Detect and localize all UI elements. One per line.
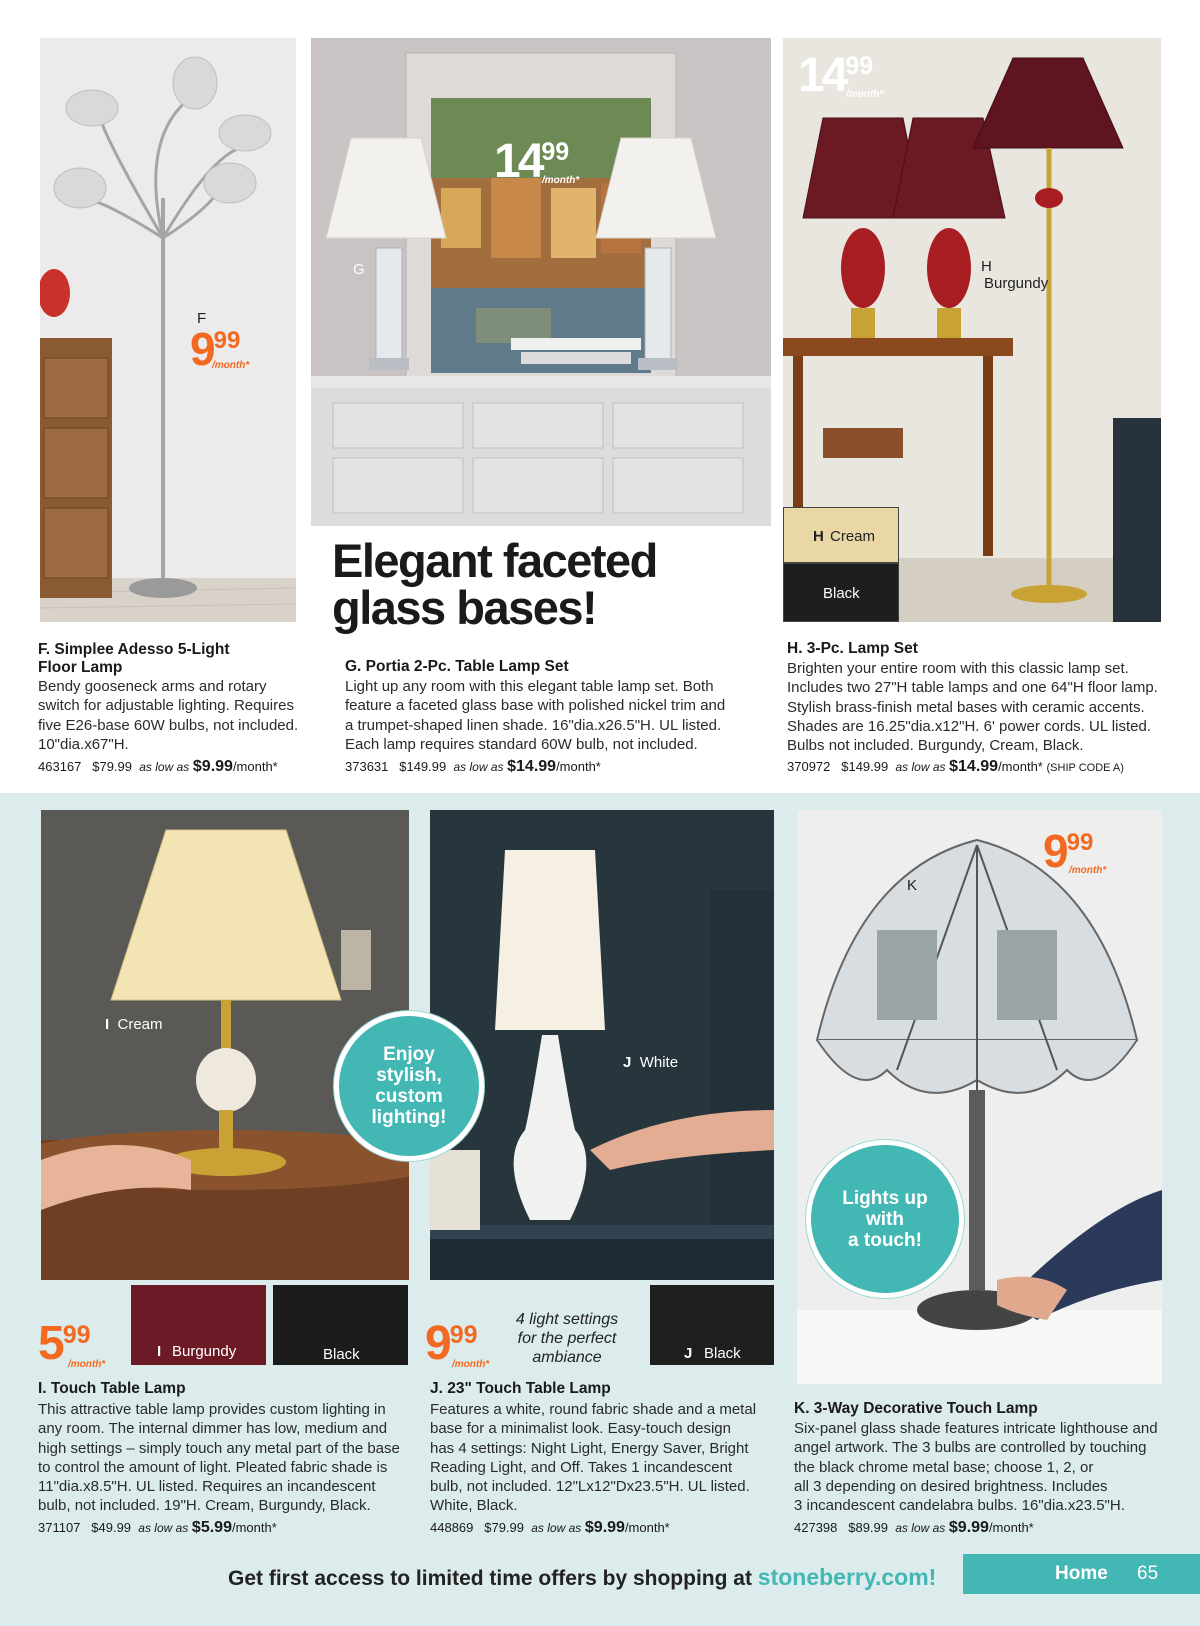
- price-dollars: 9: [425, 1317, 450, 1370]
- badge-line: a touch!: [848, 1229, 922, 1251]
- product-h-description: [787, 659, 1187, 755]
- monthly-price: $9.99: [948, 1519, 989, 1536]
- title-line: F. Simplee Adesso 5-Light: [38, 641, 230, 658]
- list-price: $89.99: [848, 1520, 888, 1535]
- desc-line: the black chrome metal base; choose 1, 2, or: [794, 1458, 1094, 1476]
- title-line: Floor Lamp: [38, 659, 123, 676]
- price-dollars: 14: [494, 135, 542, 188]
- item-number: 370972: [787, 759, 831, 774]
- product-j-photo-label: [623, 1054, 678, 1071]
- monthly-price: $9.99: [192, 758, 233, 775]
- desc-line: 10"dia.x67"H.: [38, 735, 129, 753]
- headline-line-1: Elegant faceted: [332, 534, 657, 587]
- product-j-price-line: [430, 1519, 670, 1537]
- desc-line: Shades are 16.25"dia.x12"H. 6' power cords. UL listed.: [787, 717, 1151, 735]
- footer-bang: !: [928, 1564, 937, 1590]
- per-month: /month*: [231, 1520, 277, 1535]
- headline-line-2: glass bases!: [332, 581, 597, 634]
- footer-site-link[interactable]: stoneberry.com: [757, 1564, 929, 1590]
- as-low-as: as low as: [138, 1521, 189, 1535]
- price-cents: 99: [1066, 829, 1094, 856]
- product-i-description: [38, 1400, 418, 1516]
- product-k-price-badge: [1043, 825, 1123, 877]
- monthly-price: $14.99: [507, 758, 557, 775]
- footer-text: Get first access to limited time offers by shopping at: [228, 1567, 752, 1590]
- product-f-price-line: [38, 758, 278, 776]
- desc-line: Light up any room with this elegant table lamp set. Both: [345, 678, 714, 695]
- desc-line: five E26-base 60W bulbs, not included.: [38, 716, 299, 734]
- swatch-label: Cream: [830, 528, 876, 545]
- swatch-letter: H: [813, 528, 824, 545]
- swatch-i-black: [273, 1285, 408, 1365]
- product-g-title: [345, 658, 569, 676]
- list-price: $79.99: [92, 759, 132, 774]
- badge-line: lighting!: [371, 1107, 447, 1128]
- item-number: 448869: [430, 1520, 474, 1535]
- desc-line: White, Black.: [430, 1497, 518, 1515]
- list-price: $49.99: [91, 1520, 132, 1535]
- ship-code: (SHIP CODE A): [1046, 762, 1124, 774]
- product-k-price-line: [794, 1519, 1034, 1537]
- note-line: ambiance: [532, 1349, 602, 1366]
- desc-line: has 4 settings: Night Light, Energy Saver, Bright: [430, 1439, 749, 1457]
- desc-line: switch for adjustable lighting. Requires: [38, 697, 294, 715]
- per-month: /month*: [988, 1520, 1034, 1535]
- list-price: $79.99: [484, 1520, 524, 1535]
- j-touch-lamp-image: [430, 810, 774, 1280]
- title-line: H. 3-Pc. Lamp Set: [787, 640, 918, 657]
- price-dollars: 5: [38, 1317, 63, 1370]
- product-i-photo-label: [105, 1016, 163, 1033]
- desc-line: 11"dia.x8.5"H. UL listed. Requires an incandescent: [38, 1478, 376, 1496]
- product-j-description: [430, 1400, 790, 1516]
- section-tab: [963, 1554, 1200, 1594]
- product-h-letter: H: [981, 258, 992, 275]
- swatch-letter: J: [684, 1345, 693, 1362]
- desc-line: all 3 depending on desired brightness. Includes: [794, 1477, 1108, 1495]
- product-i-price-badge: [38, 1317, 118, 1374]
- label-letter: J: [623, 1054, 632, 1071]
- note-line: for the perfect: [517, 1330, 617, 1347]
- desc-line: Brighten your entire room with this classic lamp set.: [787, 660, 1129, 677]
- price-dollars: 9: [1043, 825, 1067, 877]
- desc-line: bulb, not included. 19"H. Cream, Burgundy, Black.: [38, 1497, 371, 1515]
- price-per-month: /month*: [1069, 865, 1107, 876]
- swatch-h-black: [783, 563, 899, 622]
- price-per-month: /month*: [212, 360, 250, 371]
- product-f-title: [38, 641, 298, 677]
- product-j-title: [430, 1380, 611, 1398]
- product-g-price-line: [345, 758, 601, 776]
- product-g-letter: G: [353, 261, 365, 278]
- product-k-title: [794, 1400, 1038, 1418]
- note-line: 4 light settings: [515, 1311, 619, 1328]
- as-low-as: as low as: [139, 760, 190, 774]
- product-f-price-badge: [190, 323, 270, 375]
- desc-line: angel artwork. The 3 bulbs are controlled by touching: [794, 1439, 1147, 1457]
- product-j-feature-note: [502, 1310, 632, 1367]
- price-dollars: 9: [190, 323, 214, 375]
- product-h-title: [787, 640, 918, 658]
- monthly-price: $14.99: [949, 758, 999, 775]
- item-number: 427398: [794, 1520, 838, 1535]
- page-number: 65: [1137, 1563, 1159, 1584]
- monthly-price: $5.99: [191, 1519, 232, 1536]
- desc-line: a trumpet-shaped linen shade. 16"dia.x26.5"H. UL listed.: [345, 716, 722, 734]
- product-f-description: [38, 677, 318, 754]
- desc-line: high settings – simply touch any metal part of the base: [38, 1439, 400, 1457]
- swatch-i-burgundy: [131, 1285, 266, 1365]
- product-h-price-badge: [798, 49, 898, 106]
- title-line: J. 23" Touch Table Lamp: [430, 1380, 611, 1397]
- product-g-description: [345, 677, 765, 754]
- as-low-as: as low as: [895, 760, 946, 774]
- list-price: $149.99: [399, 759, 447, 774]
- desc-line: 3 incandescent candelabra bulbs. 16"dia.x23.5"H.: [794, 1497, 1125, 1515]
- desc-line: Reading Light, and Off. Takes 1 incandescent: [430, 1458, 733, 1476]
- section-label: Home: [1055, 1563, 1108, 1584]
- swatch-label: Black: [704, 1345, 741, 1362]
- list-price: $149.99: [841, 759, 889, 774]
- table-lamp-set-image: [311, 38, 771, 526]
- as-low-as: as low as: [895, 1521, 946, 1535]
- price-per-month: /month*: [68, 1359, 106, 1370]
- enjoy-badge: [334, 1011, 484, 1161]
- swatch-label: Burgundy: [172, 1343, 237, 1360]
- as-low-as: as low as: [531, 1521, 582, 1535]
- desc-line: any room. The internal dimmer has low, medium and: [38, 1420, 388, 1438]
- price-dollars: 14: [798, 49, 846, 102]
- as-low-as: as low as: [453, 760, 504, 774]
- desc-line: Bendy gooseneck arms and rotary: [38, 678, 267, 695]
- swatch-h-cream: [783, 507, 899, 563]
- swatch-label: Black: [323, 1346, 360, 1363]
- badge-line: stylish,: [376, 1065, 442, 1086]
- desc-line: This attractive table lamp provides custom lighting in: [38, 1401, 386, 1418]
- badge-line: Enjoy: [383, 1044, 435, 1065]
- per-month: /month*: [556, 759, 601, 774]
- badge-line: custom: [375, 1086, 443, 1107]
- price-cents: 99: [62, 1321, 91, 1349]
- product-g-photo: [311, 38, 771, 526]
- swatch-label: Black: [823, 585, 860, 602]
- price-per-month: /month*: [452, 1359, 490, 1370]
- product-g-price-badge: [494, 135, 594, 192]
- product-j-photo: [430, 810, 774, 1280]
- badge-line: Lights up: [842, 1187, 928, 1209]
- monthly-price: $9.99: [584, 1519, 625, 1536]
- product-i-price-line: [38, 1519, 277, 1537]
- desc-line: feature a faceted glass base with polished nickel trim and: [345, 697, 726, 715]
- product-f-letter: F: [197, 310, 207, 327]
- product-h-price-line: [787, 758, 1124, 776]
- title-line: I. Touch Table Lamp: [38, 1380, 186, 1397]
- per-month: /month*: [624, 1520, 670, 1535]
- swatch-letter: I: [157, 1343, 162, 1360]
- product-h-color-label: Burgundy: [984, 275, 1049, 292]
- desc-line: Stylish brass-finish metal bases with ceramic accents.: [787, 698, 1145, 716]
- price-cents: 99: [541, 138, 570, 166]
- label-text: White: [639, 1054, 679, 1071]
- product-k-letter: K: [907, 877, 918, 894]
- label-letter: I: [105, 1016, 110, 1033]
- per-month: /month*: [998, 759, 1043, 774]
- per-month: /month*: [232, 759, 278, 774]
- product-k-description: [794, 1419, 1184, 1515]
- title-line: K. 3-Way Decorative Touch Lamp: [794, 1400, 1038, 1417]
- item-number: 371107: [38, 1520, 81, 1535]
- item-number: 463167: [38, 759, 82, 774]
- footer-promo: [228, 1564, 936, 1591]
- product-j-price-badge: [425, 1317, 505, 1374]
- desc-line: bulb, not included. 12"Lx12"Dx23.5"H. UL listed.: [430, 1478, 750, 1496]
- item-number: 373631: [345, 759, 389, 774]
- badge-line: with: [865, 1208, 904, 1230]
- price-cents: 99: [449, 1321, 478, 1349]
- swatch-j-black: [650, 1285, 774, 1365]
- title-line: G. Portia 2-Pc. Table Lamp Set: [345, 658, 569, 675]
- price-per-month: /month*: [542, 175, 580, 186]
- price-cents: 99: [845, 52, 874, 80]
- price-cents: 99: [213, 327, 241, 354]
- label-text: Cream: [117, 1016, 163, 1033]
- desc-line: Features a white, round fabric shade and a metal: [430, 1401, 757, 1418]
- desc-line: Includes two 27"H table lamps and one 64"H floor lamp.: [787, 679, 1158, 697]
- desc-line: Bulbs not included. Burgundy, Cream, Black.: [787, 737, 1084, 755]
- desc-line: base for a minimalist look. Easy-touch design: [430, 1420, 731, 1438]
- desc-line: Each lamp requires standard 60W bulb, not included.: [345, 735, 698, 753]
- desc-line: to control the amount of light. Pleated fabric shade is: [38, 1458, 388, 1476]
- product-i-title: [38, 1380, 186, 1398]
- price-per-month: /month*: [846, 89, 884, 100]
- decorative-touch-lamp-image: [797, 810, 1162, 1384]
- lights-up-badge: [806, 1140, 964, 1298]
- product-k-photo: [797, 810, 1162, 1384]
- headline: [332, 534, 657, 634]
- desc-line: Six-panel glass shade features intricate lighthouse and: [794, 1420, 1158, 1437]
